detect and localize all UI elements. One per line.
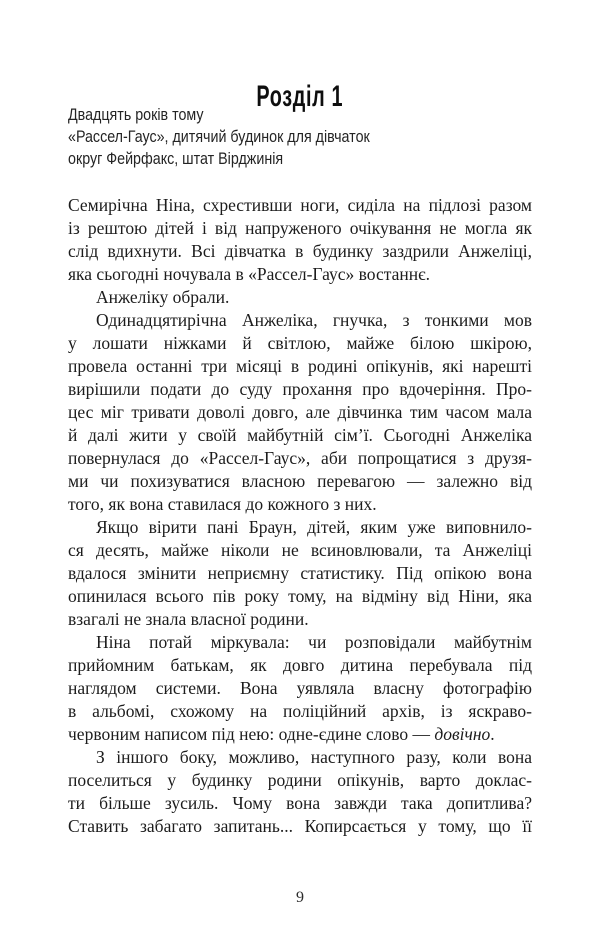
text-line: провела останні три місяці в родині опікунів, які нарешті xyxy=(68,356,532,376)
text-line: в альбомі, схожому на поліційний архів, із яскраво- xyxy=(68,701,532,721)
epigraph-line: Двадцять років тому xyxy=(68,105,204,124)
page-number: 9 xyxy=(296,889,304,906)
text-line: Одинадцятирічна Анжеліка, гнучка, з тонкими мов xyxy=(96,310,532,330)
chapter-title-text: Розділ 1 xyxy=(256,80,344,113)
text-line: ти більше зусиль. Чому вона завжди така допитлива? xyxy=(68,793,532,813)
text-line: ми чи похизуватися власною перевагою — залежно від xyxy=(68,471,532,491)
text-line: опинилася всього пів року тому, на відміну від Ніни, яка xyxy=(68,586,532,606)
text-line: вдалося змінити неприємну статистику. Під опікою вона xyxy=(68,563,532,583)
paragraph xyxy=(68,309,532,516)
text-line: цес міг тривати доволі довго, але дівчинка тим часом мала xyxy=(68,402,532,422)
body-text xyxy=(68,194,532,838)
text-line: наглядом системи. Вона уявляла власну фотографію xyxy=(68,678,532,698)
text-line: із рештою дітей і від напруженого очікування не могла як xyxy=(68,218,532,238)
text-line xyxy=(68,723,532,746)
text-line: поселиться у будинку родини опікунів, варто доклас- xyxy=(68,770,532,790)
text-line: взагалі не знала власної родини. xyxy=(68,609,309,629)
text-line: у лошати ніжками й світлою, майже білою шкірою, xyxy=(68,333,532,353)
text-line: того, як вона ставилася до кожного з них. xyxy=(68,494,377,514)
chapter-title xyxy=(0,0,600,113)
text-line: Анжеліку обрали. xyxy=(96,287,230,307)
epigraph-line: «Рассел-Гаус», дитячий будинок для дівчаток xyxy=(68,127,370,146)
paragraph xyxy=(68,631,532,746)
text-line: вирішили подати до суду прохання про вдочеріння. Про- xyxy=(68,379,532,399)
text-line: З іншого боку, можливо, наступного разу, коли вона xyxy=(96,747,532,767)
paragraph xyxy=(68,746,532,838)
paragraph xyxy=(68,516,532,631)
italic-text: довічно xyxy=(434,724,491,744)
text-line: Семирічна Ніна, схрестивши ноги, сиділа на підлозі разом xyxy=(68,195,532,215)
text-line: Ставить забагато запитань... Копирсається у тому, що її xyxy=(68,816,532,836)
epigraph xyxy=(68,104,515,170)
text-line: й далі жити у своїй майбутній сім’ї. Сьогодні Анжеліка xyxy=(68,425,532,445)
text-line: Якщо вірити пані Браун, дітей, яким уже виповнило- xyxy=(96,517,532,537)
text-segment: червоним написом під нею: одне-єдине слово — xyxy=(68,724,435,744)
text-line: прийомним батькам, як довго дитина перебувала під xyxy=(68,655,532,675)
text-line: слід вдихнути. Всі дівчатка в будинку заздрили Анжеліці, xyxy=(68,241,532,261)
text-line: ся десять, майже ніколи не всиновлювали, та Анжеліці xyxy=(68,540,532,560)
text-segment: . xyxy=(490,724,495,744)
epigraph-line: округ Фейрфакс, штат Вірджинія xyxy=(68,149,284,168)
text-line: Ніна потай міркувала: чи розповідали майбутнім xyxy=(96,632,532,652)
paragraph xyxy=(68,194,532,286)
paragraph xyxy=(68,286,532,309)
text-line: повернулася до «Рассел-Гаус», аби попрощатися з друзя- xyxy=(68,448,532,468)
text-line: яка сьогодні ночувала в «Рассел-Гаус» востаннє. xyxy=(68,264,430,284)
